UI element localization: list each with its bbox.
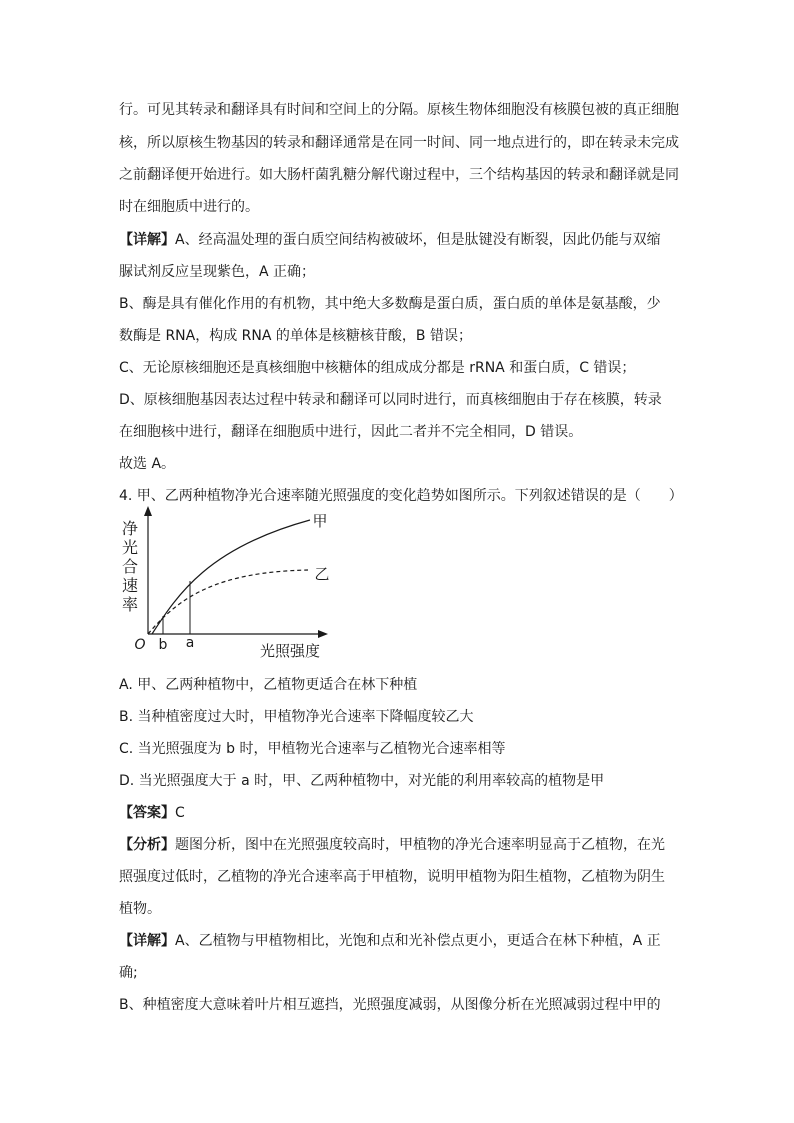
- x-axis-label: 光照强度: [259, 642, 321, 660]
- text-line: B、种植密度大意味着叶片相互遮挡，光照强度减弱，从图像分析在光照减弱过程中甲的: [119, 997, 661, 1013]
- detail-text: A、经高温处理的蛋白质空间结构被破坏，但是肽键没有断裂，因此仍能与双缩: [175, 232, 661, 248]
- text-line: 核，所以原核生物基因的转录和翻译通常是在同一时间、同一地点进行的，即在转录未完成: [119, 135, 679, 151]
- text-line: 确;: [119, 965, 138, 981]
- series-yi-curve: [148, 570, 308, 634]
- option-c: C. 当光照强度为 b 时，甲植物光合速率与乙植物光合速率相等: [119, 741, 506, 757]
- series-jia-label: 甲: [312, 512, 328, 530]
- option-b: B. 当种植密度过大时，甲植物净光合速率下降幅度较乙大: [119, 709, 474, 725]
- text-line: D、原核细胞基因表达过程中转录和翻译可以同时进行，而真核细胞由于存在核膜，转录: [119, 392, 662, 408]
- text-line: 数酶是 RNA，构成 RNA 的单体是核糖核苷酸，B 错误；: [119, 328, 472, 344]
- answer-value: C: [175, 805, 185, 821]
- series-jia-curve: [152, 520, 310, 634]
- y-label-char: 合: [121, 557, 139, 576]
- detail-paragraph: [119, 931, 661, 951]
- detail-tag: 【详解】: [119, 933, 175, 949]
- text-line: B、酶是具有催化作用的有机物，其中绝大多数酶是蛋白质，蛋白质的单体是氨基酸，少: [119, 296, 661, 312]
- y-label-char: 速: [121, 576, 139, 595]
- y-axis-arrow-icon: [144, 506, 152, 516]
- x-axis-arrow-icon: [318, 630, 328, 638]
- text-line: C、无论原核细胞还是真核细胞中核糖体的组成成分都是 rRNA 和蛋白质，C 错误；: [119, 360, 636, 376]
- detail-text: A、乙植物与甲植物相比，光饱和点和光补偿点更小，更适合在林下种植，A 正: [175, 933, 661, 949]
- text-line: 脲试剂反应呈现紫色，A 正确；: [119, 264, 316, 280]
- series-yi-label: 乙: [314, 565, 330, 583]
- tick-label-a: a: [185, 635, 195, 651]
- question-stem: 4. 甲、乙两种植物净光合速率随光照强度的变化趋势如图所示。下列叙述错误的是（ ）: [119, 488, 683, 504]
- analysis-tag: 【分析】: [119, 837, 175, 853]
- option-d: D. 当光照强度大于 a 时，甲、乙两种植物中，对光能的利用率较高的植物是甲: [119, 773, 605, 789]
- text-line: 时在细胞质中进行的。: [119, 199, 259, 215]
- y-label-char: 率: [121, 595, 139, 614]
- detail-tag: 【详解】: [119, 232, 175, 248]
- analysis-paragraph: [119, 835, 665, 855]
- answer-line: [119, 803, 185, 823]
- detail-paragraph: [119, 230, 661, 250]
- text-line: 在细胞核中进行，翻译在细胞质中进行，因此二者并不完全相同，D 错误。: [119, 424, 583, 440]
- tick-label-b: b: [158, 637, 168, 653]
- option-a: A. 甲、乙两种植物中，乙植物更适合在林下种植: [119, 677, 418, 693]
- y-label-char: 光: [121, 538, 139, 557]
- text-line: 照强度过低时，乙植物的净光合速率高于甲植物，说明甲植物为阳生植物，乙植物为阴生: [119, 869, 665, 885]
- y-label-char: 净: [121, 519, 139, 538]
- text-line: 之前翻译便开始进行。如大肠杆菌乳糖分解代谢过程中，三个结构基因的转录和翻译就是同: [119, 167, 679, 183]
- photosynthesis-graph: [118, 498, 348, 668]
- text-line: 植物。: [119, 901, 161, 917]
- analysis-text: 题图分析，图中在光照强度较高时，甲植物的净光合速率明显高于乙植物，在光: [175, 837, 665, 853]
- origin-label: O: [134, 637, 146, 653]
- answer-tag: 【答案】: [119, 805, 175, 821]
- text-line: 故选 A。: [119, 456, 176, 472]
- text-line: 行。可见其转录和翻译具有时间和空间上的分隔。原核生物体细胞没有核膜包被的真正细胞: [119, 102, 679, 118]
